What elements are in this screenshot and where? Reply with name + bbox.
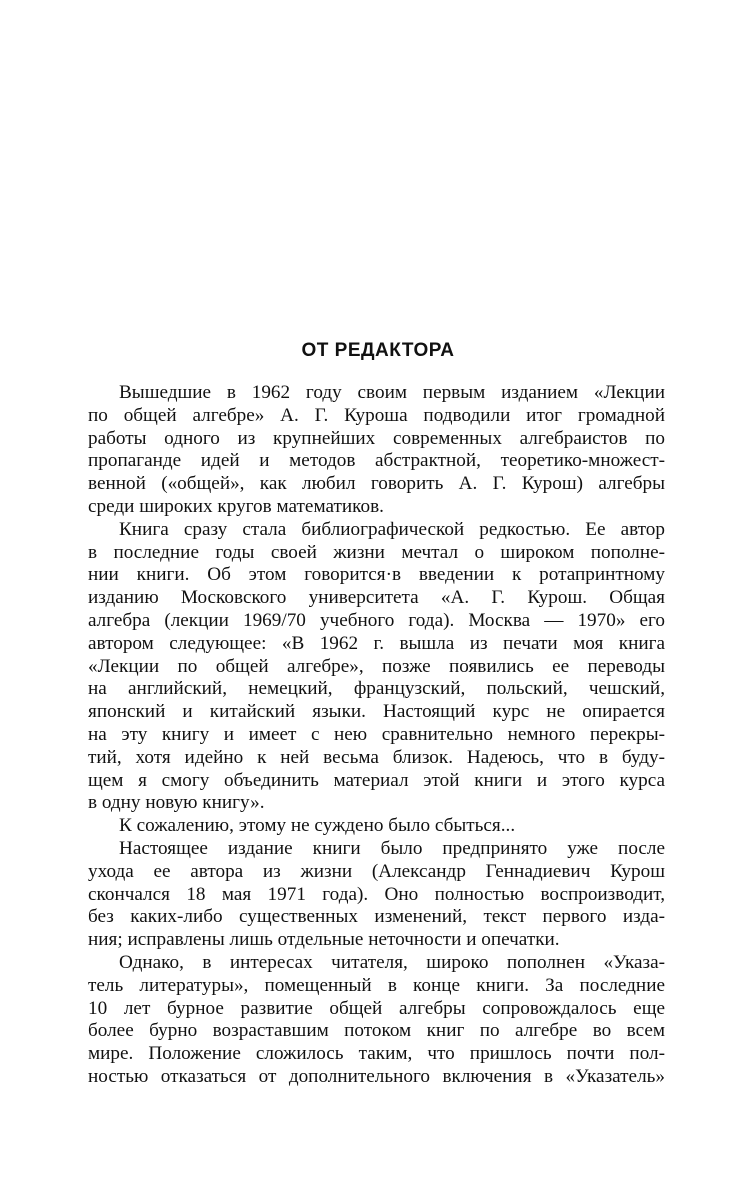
text-line: Вышедшие в 1962 году своим первым изданием «Лекции (119, 382, 665, 403)
text-line: ухода ее автора из жизни (Александр Геннадиевич Курош (88, 860, 665, 882)
text-line: ностью отказаться от дополнительного включения в «Указатель» (88, 1065, 665, 1087)
text-line: тель литературы», помещенный в конце книги. За последние (88, 974, 665, 996)
text-line: скончался 18 мая 1971 года). Оно полностью воспроизводит, (88, 883, 665, 905)
text-line: К сожалению, этому не суждено было сбыться... (119, 815, 516, 837)
text-line: 10 лет бурное развитие общей алгебры сопровождалось еще (88, 997, 665, 1019)
text-line: алгебра (лекции 1969/70 учебного года). Москва — 1970» его (88, 609, 665, 631)
text-line: автором следующее: «В 1962 г. вышла из печати моя книга (88, 632, 665, 654)
text-line: на эту книгу и имеет с нею сравнительно немного перекры- (88, 723, 665, 745)
text-line: изданию Московского университета «А. Г. Курош. Общая (88, 587, 665, 609)
text-line: без каких-либо существенных изменений, текст первого изда- (88, 906, 665, 928)
text-line: мире. Положение сложилось таким, что пришлось почти пол- (88, 1043, 665, 1065)
text-line: Однако, в интересах читателя, широко пополнен «Указа- (119, 951, 665, 973)
text-line: тий, хотя идейно к ней весьма близок. Надеюсь, что в буду- (88, 746, 665, 768)
page-title: ОТ РЕДАКТОРА (301, 340, 455, 361)
text-line: на английский, немецкий, французский, польский, чешский, (88, 678, 665, 700)
paragraph-1 (88, 382, 665, 519)
paragraph-3 (88, 815, 665, 838)
text-line: по общей алгебре» А. Г. Куроша подводили итог громадной (88, 404, 665, 426)
paragraph-2 (88, 519, 665, 815)
text-line: «Лекции по общей алгебре», позже появились ее переводы (88, 655, 665, 677)
text-line: Книга сразу стала библиографической редкостью. Ее автор (119, 518, 665, 540)
text-line: в одну новую книгу». (88, 792, 265, 814)
text-line: Настоящее издание книги было предпринято уже после (119, 837, 665, 859)
text-line: нии книги. Об этом говорится·в введении к ротапринтному (88, 564, 665, 586)
body-text (88, 382, 665, 1089)
text-line: пропаганде идей и методов абстрактной, теоретико-множест- (88, 450, 665, 472)
text-line: среди широких кругов математиков. (88, 495, 384, 517)
text-line: более бурно возраставшим потоком книг по алгебре во всем (88, 1020, 665, 1042)
text-line: венной («общей», как любил говорить А. Г. Курош) алгебры (88, 473, 665, 495)
text-line: японский и китайский языки. Настоящий курс не опирается (88, 701, 665, 723)
text-line: ния; исправлены лишь отдельные неточности и опечатки. (88, 929, 560, 951)
paragraph-5 (88, 952, 665, 1089)
text-line: щем я смогу объединить материал этой книги и этого курса (88, 769, 665, 791)
text-line: работы одного из крупнейших современных алгебраистов по (88, 427, 665, 449)
text-line: в последние годы своей жизни мечтал о широком пополне- (88, 541, 665, 563)
paragraph-4 (88, 838, 665, 952)
